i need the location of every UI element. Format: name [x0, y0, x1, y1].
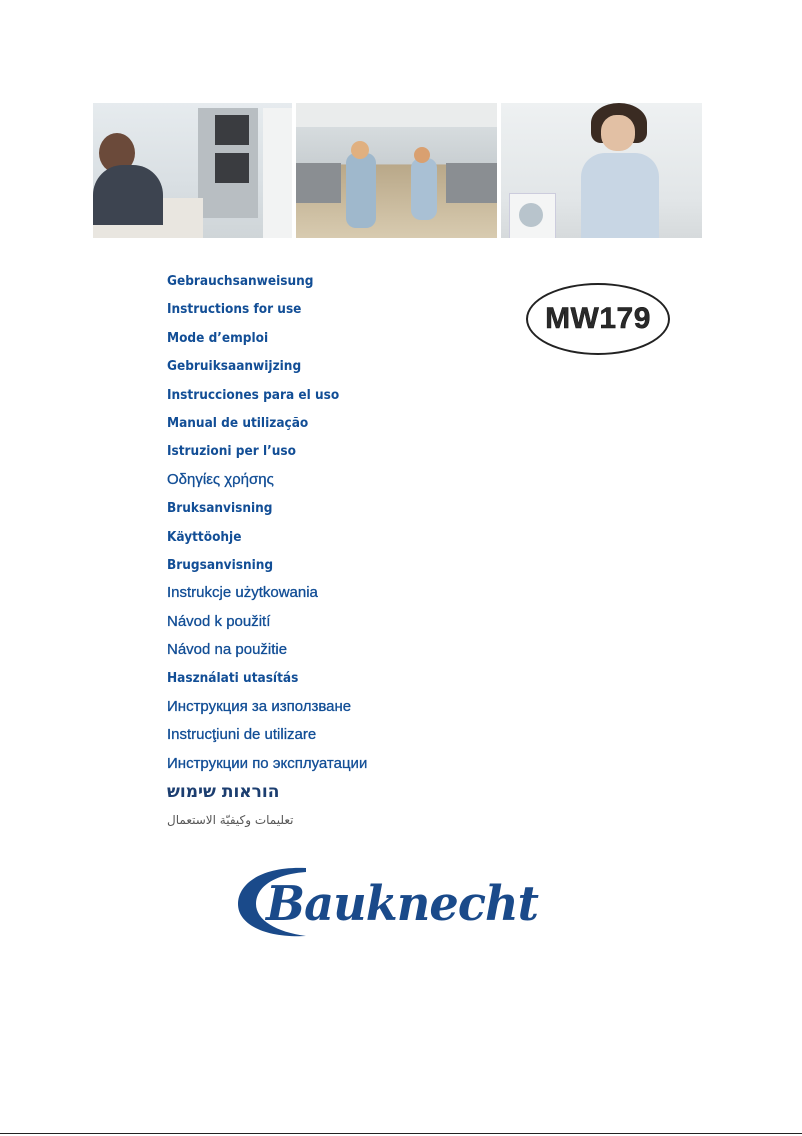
language-title-fr: Mode d’emploi: [167, 329, 269, 346]
photo-man-in-kitchen: [93, 103, 292, 238]
photo-woman-in-laundry: [501, 103, 702, 238]
language-title-fi: Käyttöohje: [167, 528, 242, 545]
language-title-it: Istruzioni per l’uso: [167, 443, 296, 460]
language-list: [167, 270, 367, 838]
language-title-sk: Návod na použitie: [167, 641, 288, 659]
language-title-ar: تعليمات وكيفيّة الاستعمال: [167, 813, 294, 828]
language-title-pl: Instrukcje użytkowania: [167, 584, 318, 602]
language-title-cs: Návod k použití: [167, 612, 271, 630]
model-badge: [526, 283, 670, 355]
bauknecht-logo: [236, 862, 542, 940]
page-bottom-rule: [0, 1133, 802, 1134]
language-title-hu: Használati utasítás: [167, 670, 299, 687]
language-title-en: Instructions for use: [167, 301, 302, 318]
language-title-de: Gebrauchsanweisung: [167, 273, 314, 289]
language-title-bg: Инструкция за използване: [167, 697, 352, 715]
language-title-el: Οδηγίες χρήσης: [167, 470, 274, 488]
language-title-pt: Manual de utilização: [167, 414, 309, 431]
language-title-ru: Инструкции по эксплуатации: [167, 754, 368, 772]
photo-children-with-dishwasher: [296, 103, 497, 238]
language-title-ro: Instrucţiuni de utilizare: [167, 726, 317, 744]
svg-text:Bauknecht: Bauknecht: [264, 876, 539, 932]
model-number: MW179: [545, 302, 651, 335]
language-title-sv: Bruksanvisning: [167, 500, 273, 517]
language-title-es: Instrucciones para el uso: [167, 386, 340, 403]
language-title-nl: Gebruiksaanwijzing: [167, 358, 302, 375]
language-title-da: Brugsanvisning: [167, 556, 274, 573]
language-title-he: הוראות שימוש: [167, 782, 280, 803]
